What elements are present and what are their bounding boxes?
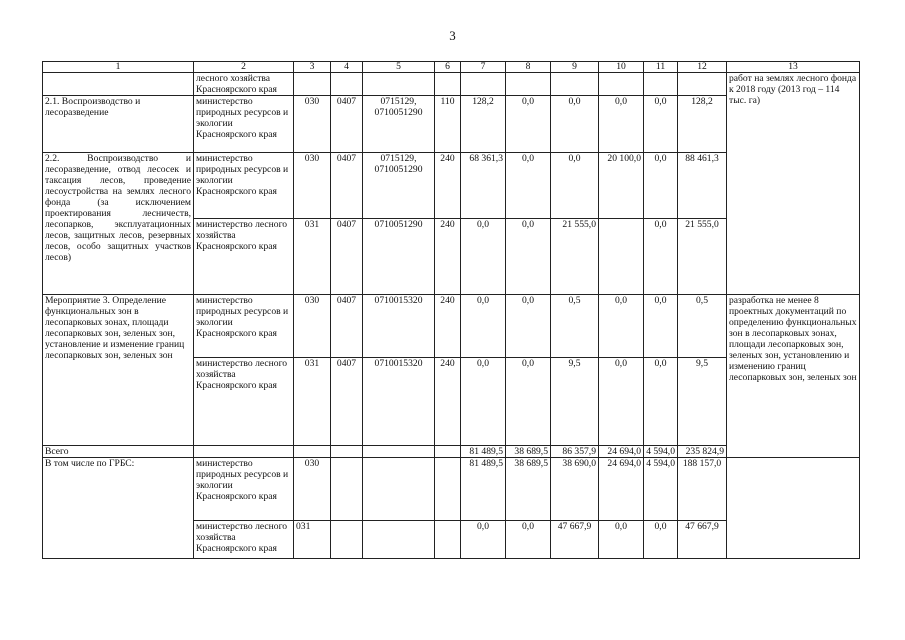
column-number: 6 [435,62,461,73]
grbs-code: 030 [294,458,331,521]
program-activities-table [42,61,860,559]
value-2018: 0,0 [644,295,678,358]
grbs-code: 030 [294,153,331,219]
csr-code: 0710015320 [363,358,435,446]
column-number: 3 [294,62,331,73]
ministry-name: министерство природных ресурсов и экологии Красноярского края [194,295,294,358]
value-2018: 0,0 [644,521,678,559]
value-2017: 24 694,0 [599,446,644,458]
value-2018: 0,0 [644,96,678,153]
csr-code: 0715129, 0710051290 [363,153,435,219]
ministry-name: министерство природных ресурсов и экологии Красноярского края [194,153,294,219]
value-total: 21 555,0 [678,219,727,295]
value-2016: 38 690,0 [551,458,599,521]
value-2018: 0,0 [644,153,678,219]
value-2015: 0,0 [506,153,551,219]
value-2016: 0,0 [551,96,599,153]
value-2014: 0,0 [461,295,506,358]
value-2014: 81 489,5 [461,458,506,521]
column-number: 9 [551,62,599,73]
value-2016: 21 555,0 [551,219,599,295]
value-2016: 0,0 [551,153,599,219]
vr-code: 240 [435,295,461,358]
value-2016: 9,5 [551,358,599,446]
grbs-code: 031 [294,521,331,559]
rzpr-code: 0407 [331,153,363,219]
column-number: 2 [194,62,294,73]
value-2016: 86 357,9 [551,446,599,458]
grbs-code: 031 [294,358,331,446]
value-2015: 0,0 [506,96,551,153]
value-2015: 38 689,5 [506,458,551,521]
value-2018: 4 594,0 [644,446,678,458]
column-number: 8 [506,62,551,73]
activity-name: 2.2. Воспроизводство и лесоразведение, отвод лесосек и таксация лесов, проведение лесоустройства на землях лесного фонда (за исключением проектирования лесничеств, лесопарков, эксплуатационных лесов, защитных лесов, резервных лесов, особо защитных участков лесов) [43,153,194,295]
column-number-row [43,62,860,73]
value-2016: 47 667,9 [551,521,599,559]
total-label: Всего [43,446,194,458]
value-2017: 20 100,0 [599,153,644,219]
table-row [43,458,860,521]
value-2017: 0,0 [599,521,644,559]
value-2018: 0,0 [644,219,678,295]
column-number: 12 [678,62,727,73]
value-2017: 0,0 [599,295,644,358]
activity-name: 2.1. Воспроизводство и лесоразведение [43,96,194,153]
value-2015: 0,0 [506,295,551,358]
value-2014: 81 489,5 [461,446,506,458]
vr-code: 240 [435,358,461,446]
ministry-name: министерство природных ресурсов и экологии Красноярского края [194,96,294,153]
column-number: 5 [363,62,435,73]
activity-name [43,73,194,96]
column-number: 7 [461,62,506,73]
ministry-name: министерство лесного хозяйства Красноярского края [194,358,294,446]
value-2015: 0,0 [506,219,551,295]
value-total: 0,5 [678,295,727,358]
rzpr-code: 0407 [331,358,363,446]
value-2018: 4 594,0 [644,458,678,521]
grbs-code: 030 [294,96,331,153]
value-2014: 128,2 [461,96,506,153]
rzpr-code: 0407 [331,96,363,153]
value-total: 188 157,0 [678,458,727,521]
vr-code: 240 [435,153,461,219]
value-2014: 0,0 [461,219,506,295]
ministry-name: министерство лесного хозяйства Красноярского края [194,521,294,559]
value-2014: 0,0 [461,521,506,559]
ministry-name: министерство природных ресурсов и экологии Красноярского края [194,458,294,521]
value-2015: 38 689,5 [506,446,551,458]
expected-result: разработка не менее 8 проектных документаций по определению функциональных зон в лесопарковых зонах, площади лесопарковых зон, зеленых зон, установлению и изменению границ лесопарковых зон, зеленых зон [727,295,860,458]
value-total: 128,2 [678,96,727,153]
column-number: 1 [43,62,194,73]
grbs-code: 031 [294,219,331,295]
csr-code: 0710051290 [363,219,435,295]
ministry-name: министерство лесного хозяйства Красноярского края [194,219,294,295]
value-2014: 0,0 [461,358,506,446]
value-2016: 0,5 [551,295,599,358]
value-total: 47 667,9 [678,521,727,559]
ministry-name: лесного хозяйства Красноярского края [194,73,294,96]
value-2017 [599,219,644,295]
value-total: 9,5 [678,358,727,446]
csr-code: 0715129, 0710051290 [363,96,435,153]
value-2014: 68 361,3 [461,153,506,219]
activity-name: Мероприятие 3. Определение функциональных зон в лесопарковых зонах, площади лесопарковых зон, зеленых зон, установление и изменение границ лесопарковых зон, зеленых зон [43,295,194,446]
expected-result: работ на землях лесного фонда к 2018 году (2013 год – 114 тыс. га) [727,73,860,295]
rzpr-code: 0407 [331,295,363,358]
value-2017: 24 694,0 [599,458,644,521]
vr-code: 240 [435,219,461,295]
value-total: 235 824,9 [678,446,727,458]
value-total: 88 461,3 [678,153,727,219]
value-2015: 0,0 [506,358,551,446]
column-number: 13 [727,62,860,73]
table-row [43,73,860,96]
table-row [43,295,860,358]
grbs-code: 030 [294,295,331,358]
page-number: 3 [449,28,456,43]
vr-code: 110 [435,96,461,153]
column-number: 4 [331,62,363,73]
rzpr-code: 0407 [331,219,363,295]
value-2015: 0,0 [506,521,551,559]
column-number: 10 [599,62,644,73]
csr-code: 0710015320 [363,295,435,358]
column-number: 11 [644,62,678,73]
value-2018: 0,0 [644,358,678,446]
value-2017: 0,0 [599,96,644,153]
grbs-label: В том числе по ГРБС: [43,458,194,559]
value-2017: 0,0 [599,358,644,446]
